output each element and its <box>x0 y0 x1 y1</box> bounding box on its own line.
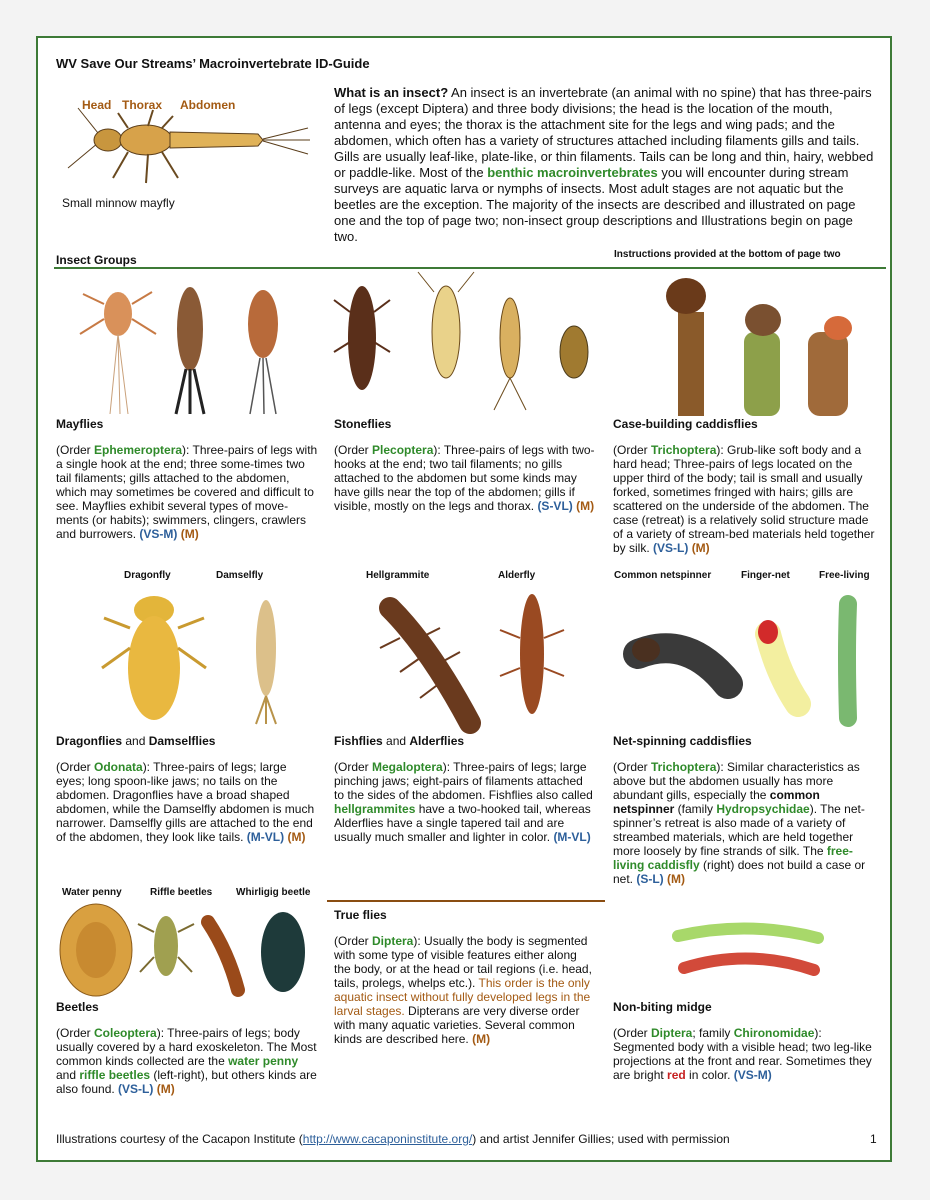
net-caddisflies-illustration <box>628 594 878 724</box>
intro-paragraph: What is an insect? An insect is an invertebrate (an animal with no spine) that has three-pairs of legs (except Diptera) and three body divisions; the head is the location of the mouth, antenna and eyes; the thorax is the attachment site for the legs and wing pads; and the abdomen, which often has a variety of structures attached including filaments gills and tails. Gills are usually leaf-like, plate-like, or thin filaments. Tails can be long and thin, hairy, webbed or paddle-like. Most of the benthic macroinvertebrates you will encounter during stream surveys are aquatic larva or nymphs of insects. Most adult stages are not aquatic but the beetles are the exception. The majority of the insects are described and illustrated on page one and the top of page two; non-insect group descriptions and Illustrations begin on page two. <box>334 85 874 244</box>
stoneflies-illustration <box>334 272 604 416</box>
beetles-description: (Order Coleoptera): Three-pairs of legs; body usually covered by a hard exoskeleton. The Most common kinds collected are the water penny and riffle beetles (left-right), but others kinds are also found. (VS-L) (M) <box>56 1026 317 1096</box>
mayflies-illustration <box>68 274 308 416</box>
midge-title: Non-biting midge <box>613 1000 712 1014</box>
label-whirligig-beetle: Whirligig beetle <box>236 887 311 898</box>
label-finger-net: Finger-net <box>741 570 790 581</box>
hero-caption: Small minnow mayfly <box>62 196 175 210</box>
true-flies-divider <box>327 900 605 902</box>
net-caddisflies-description: (Order Trichoptera): Similar characteristics as above but the abdomen usually has more abundant gills, especially the common netspinner (family Hydropsychidae). The net-spinner’s retreat is also made of a variety of streambed materials, which are held together more loosely by fine strands of silk. The free-living caddisfly (right) does not build a case or net. (S-L) (M) <box>613 760 866 886</box>
label-thorax: Thorax <box>122 98 163 112</box>
dragonflies-description: (Order Odonata): Three-pairs of legs; large eyes; long spoon-like jaws; no tails on the abdomen. Dragonflies have a broad shaped abdomen, while the Damselfly abdomen is much narrower. Damselfly gills are attached to the end of the abdomen, they look like tails. (M-VL) (M) <box>56 760 315 844</box>
footer-credits: Illustrations courtesy of the Cacapon Institute (http://www.cacaponinstitute.org/) and artist Jennifer Gillies; used with permission <box>56 1132 730 1146</box>
fishflies-title: Fishflies and Alderflies <box>334 734 465 748</box>
case-caddisflies-description: (Order Trichoptera): Grub-like soft body and a hard head; Three-pairs of legs located on the upper third of the body; tail is small and usually forked, sometimes fringed with hairs; gills are scattered on the underside of the abdomen. The case (retreat) is a relatively solid structure made of a variety of stream-bed materials held together by silk. (VS-L) (M) <box>613 443 875 555</box>
mayflies-title: Mayflies <box>56 417 104 431</box>
beetles-title: Beetles <box>56 1000 99 1014</box>
fishflies-description: (Order Megaloptera): Three-pairs of legs; large pinching jaws; eight-pairs of filaments attached to the sides of the abdomen. Fishflies also called hellgrammites have a two-hooked tail, whereas Alderflies have a single tapered tail and are usually much smaller and lighter in color. (M-VL) <box>334 760 593 844</box>
stoneflies-title: Stoneflies <box>334 417 392 431</box>
label-hellgrammite: Hellgrammite <box>366 570 430 581</box>
page-number: 1 <box>870 1132 877 1146</box>
net-caddisflies-title: Net-spinning caddisflies <box>613 734 752 748</box>
intro-lead: What is an insect? <box>334 85 449 100</box>
dragonfly-damselfly-illustration <box>98 588 308 728</box>
label-alderfly: Alderfly <box>498 570 536 581</box>
stoneflies-description: (Order Plecoptera): Three-pairs of legs with two-hooks at the end; two tail filaments; no gills attached to the abdomen but some kinds may have gills near the top of the abdomen; gills if visible, mostly on the legs and thorax. (S-VL) (M) <box>334 443 595 513</box>
label-water-penny: Water penny <box>62 887 122 898</box>
label-dragonfly: Dragonfly <box>124 570 171 581</box>
true-flies-description: (Order Diptera): Usually the body is segmented with some type of visible features either along the body, or at the head or tail regions (i.e. head, tails, prolegs, whelps etc.). This order is the only aquatic insect without fully developed legs in the larval stages. Dipterans are very diverse order with many aquatic varieties. Several common kinds are described here. (M) <box>334 934 592 1046</box>
label-riffle-beetles: Riffle beetles <box>150 887 213 898</box>
midge-illustration <box>668 908 828 988</box>
page-title: WV Save Our Streams’ Macroinvertebrate ID-Guide <box>56 56 370 71</box>
mayflies-description: (Order Ephemeroptera): Three-pairs of legs with a single hook at the end; three some-times two tail filaments; gills attached to the abdomen, which may sometimes be covered and difficult to see. Mayflies exhibit several types of move-ments (or habits); swimmers, clingers, crawlers and burrowers. (VS-M) (M) <box>56 443 318 541</box>
case-caddisflies-title: Case-building caddisflies <box>613 417 758 431</box>
label-common-netspinner: Common netspinner <box>614 570 712 581</box>
label-head: Head <box>82 98 112 112</box>
label-damselfly: Damselfly <box>216 570 264 581</box>
case-caddisflies-illustration <box>638 272 868 418</box>
divider-top <box>54 267 886 269</box>
instructions-note: Instructions provided at the bottom of page two <box>614 249 841 260</box>
benthic-highlight: benthic macroinvertebrates <box>487 165 658 180</box>
cacapon-link[interactable]: http://www.cacaponinstitute.org/ <box>302 1132 473 1146</box>
guide-page <box>36 36 892 1162</box>
beetles-illustration <box>58 902 318 998</box>
true-flies-title: True flies <box>334 908 387 922</box>
dragonflies-title: Dragonflies and Damselflies <box>56 734 216 748</box>
label-abdomen: Abdomen <box>180 98 236 112</box>
insect-groups-heading: Insect Groups <box>56 253 137 267</box>
minnow-mayfly-illustration <box>58 108 318 198</box>
midge-description: (Order Diptera; family Chironomidae): Segmented body with a visible head; two leg-like projections at the front and rear. Sometimes they are bright red in color. (VS-M) <box>613 1026 872 1082</box>
label-free-living: Free-living <box>819 570 870 581</box>
hellgrammite-alderfly-illustration <box>360 588 590 730</box>
